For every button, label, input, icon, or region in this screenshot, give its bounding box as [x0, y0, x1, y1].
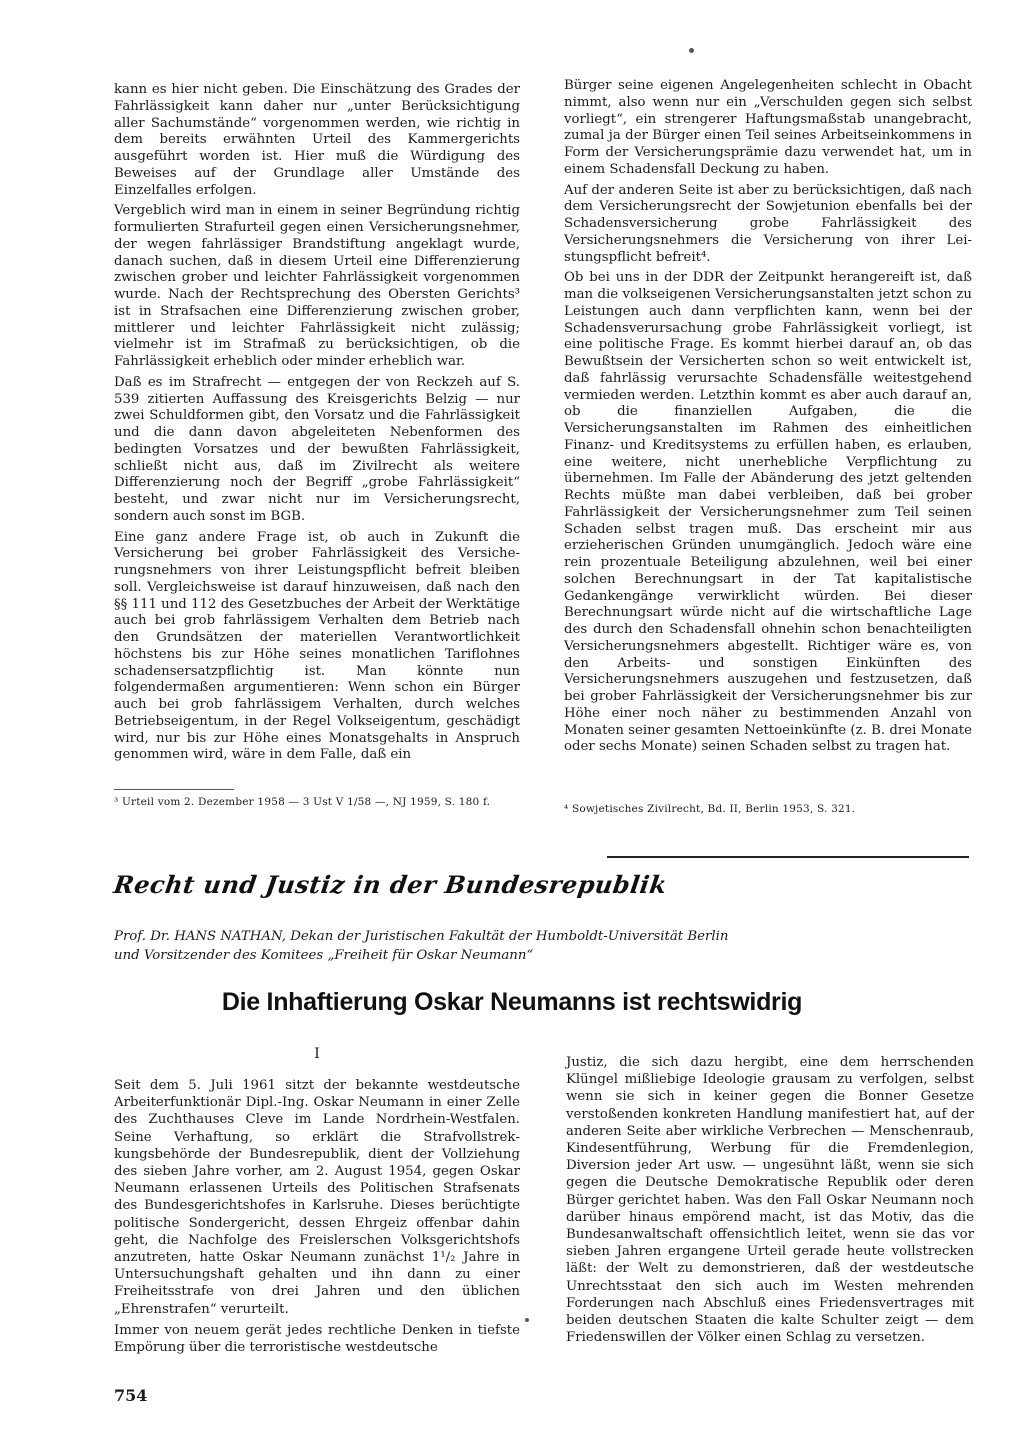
scan-speck — [689, 48, 694, 53]
paragraph: Immer von neuem gerät jedes rechtliche Denken in tiefste Empörung über die terroristische westdeutsche — [114, 1322, 520, 1356]
scan-speck — [525, 1318, 529, 1322]
paragraph: kann es hier nicht geben. Die Einschätzung des Grades der Fahrlässigkeit kann daher nur „unter Berücksichtigung aller Sachumstände“ vorgenommen werden, wie richtig in dem bereits erwähnten Urteil des Kammergerichts ausgeführt worden ist. Hier muß die Würdigung des Beweises auf der Grundlage aller Umstände des Einzelfalles erfolgen. — [114, 82, 520, 198]
top-right-column — [564, 78, 972, 760]
paragraph: Justiz, die sich dazu hergibt, eine dem herrschenden Klüngel mißliebige Ideologie grausam zu verfolgen, selbst wenn sie sich in keiner gegen die Bonner Gesetze verstoßenden konkreten Handlung manifestiert hat, auf der anderen Seite aber wirkliche Verbrechen — Menschenraub, Kindesentführung, Werbung für die Fremdenlegion, Diversion jeder Art usw. — ungesühnt läßt, wenn sie sich gegen die Deutsche Demokratische Republik oder deren Bürger gerichtet haben. Was den Fall Oskar Neumann noch darüber hinaus empörend macht, ist das Motiv, das die Bundesanwaltschaft offensichtlich leitet, wenn sie das vor sieben Jahren ergangene Urteil gerade heute vollstrecken läßt: der Welt zu demonstrieren, daß der westdeutsche Unrechtsstaat den sich auch im Westen mehrenden Forderungen nach Abschluß eines Friedensvertrages mit beiden deutschen Staaten die kalte Schulter zeigt — dem Friedenswillen der Völker einen Schlag zu versetzen. — [566, 1055, 974, 1346]
author-line-2: und Vorsitzender des Komitees „Freiheit für Oskar Neumann“ — [114, 948, 534, 963]
paragraph: Eine ganz andere Frage ist, ob auch in Zukunft die Versicherung bei grober Fahrlässigkeit des Versicherungsnehmers von ihrer Leistungspflicht befreit bleiben soll. Vergleichsweise ist darauf hinzuweisen, daß nach den §§ 111 und 112 des Gesetzbuches der Arbeit der Werktätige auch bei grob fahrlässigem Verhalten dem Betrieb nach den Grundsätzen der materiellen Verantwortlichkeit höchstens bis zur Höhe seines monatlichen Tariflohnes schadensersatzpflichtig ist. Man könnte nun folgendermaßen argumentieren: Wenn schon ein Bürger auch bei grob fahrlässigem Verhalten, durch welches Betriebseigentum, in der Regel Volkseigentum, geschädigt wird, nur bis zur Höhe eines Monatsgehalts in Anspruch genommen wird, wäre in dem Falle, daß ein — [114, 529, 520, 763]
paragraph: Seit dem 5. Juli 1961 sitzt der bekannte westdeutsche Arbeiterfunktionär Dipl.-Ing. Oskar Neumann in einer Zelle des Zuchthauses Cleve im Lande Nordrhein-Westfalen. Seine Verhaftung, so erklärt die Strafvollstrekkungsbehörde der Bundesrepublik, dient der Vollziehung des sieben Jahre vorher, am 2. August 1954, gegen Oskar Neumann erlassenen Urteils des Politischen Strafsenats des Bundesgerichtshofes in Karlsruhe. Dieses berüchtigte politische Sondergericht, dessen Ehrgeiz offenbar dahin geht, die Nachfolge des Freislerschen Volksgerichtshofs anzutreten, hatte Oskar Neumann zunächst 1¹/₂ Jahre in Untersuchungshaft gehalten und ihn dann zu einer Freiheitsstrafe von drei Jahren und den üblichen „Ehrenstrafen“ verurteilt. — [114, 1078, 520, 1317]
bottom-right-column — [566, 1054, 974, 1350]
footnote-text: ³ Urteil vom 2. Dezember 1958 — 3 Ust V 1/58 —, NJ 1959, S. 180 f. — [114, 796, 491, 808]
footnote-text: ⁴ Sowjetisches Zivilrecht, Bd. II, Berlin 1953, S. 321. — [564, 803, 856, 815]
section-divider — [607, 856, 969, 858]
footnote-separator — [114, 789, 234, 790]
author-line — [114, 927, 974, 965]
section-number: I — [314, 1046, 320, 1062]
author-line-1: Prof. Dr. HANS NATHAN, Dekan der Juristischen Fakultät der Humboldt-Universität Berlin — [114, 929, 729, 944]
bottom-left-column — [114, 1077, 520, 1360]
footnote-4 — [564, 802, 974, 816]
section-heading: Recht und Justiz in der Bundesrepublik — [111, 870, 669, 899]
top-left-column — [114, 82, 520, 768]
paragraph: Bürger seine eigenen Angelegenheiten schlecht in Obacht nimmt, also wenn nur ein „Verschulden gegen sich selbst vorliegt“, ein strengerer Haftungsmaßstab unangebracht, zumal ja der Bürger einen Teil seines Arbeitseinkommens in Form der Versicherungsprämie dazu verwendet hat, um in einem Schadensfall Deckung zu haben. — [564, 78, 972, 177]
paragraph: Vergeblich wird man in einem in seiner Begründung richtig formulierten Strafurteil gegen einen Versicherungsnehmer, der wegen fahrlässiger Brandstiftung angeklagt wurde, danach suchen, daß in diesem Urteil eine Differenzierung zwischen grober und leichter Fahrlässigkeit vorgenommen wurde. Nach der Rechtsprechung des Obersten Gerichts³ ist in Strafsachen eine Differenzierung zwischen grober, mittlerer und leichter Fahrlässigkeit nicht zulässig; vielmehr ist im Strafmaß zu berücksichtigen, ob die Fahrlässigkeit erheblich oder minder erheblich war. — [114, 203, 520, 369]
paragraph: Auf der anderen Seite ist aber zu berücksichtigen, daß nach dem Versicherungsrecht der Sowjetunion ebenfalls bei der Schadensversicherung grobe Fahrlässigkeit des Versicherungsnehmers die Versicherung von ihrer Leistungspflicht befreit⁴. — [564, 182, 972, 265]
paragraph: Ob bei uns in der DDR der Zeitpunkt herangereift ist, daß man die volkseigenen Versicherungsanstalten jetzt schon zu Leistungen auch dann verpflichten kann, wenn bei der Schadensverursachung grobe Fahrlässigkeit vorliegt, ist eine politische Frage. Es kommt hierbei darauf an, ob das Bewußtsein der Versicherten schon so weit entwickelt ist, daß fahrlässig verursachte Schadensfälle weitestgehend vermieden werden. Letzthin kommt es aber auch darauf an, ob die finanziellen Aufgaben, die die Versicherungsanstalten im Rahmen des einheitlichen Finanz- und Kreditsystems zu erfüllen haben, es erlauben, eine weitere, nicht unerhebliche Verpflichtung zu übernehmen. Im Falle der Abänderung des jetzt geltenden Rechts müßte man dabei verbleiben, daß bei grober Fahrlässigkeit der Versicherungsnehmer zum Teil seinen Schaden selbst tragen muß. Das erscheint mir aus erzieherischen Gründen unumgänglich. Jedoch wäre eine rein prozentuale Beteiligung abzulehnen, weil bei einer solchen Berechnungsart in der Tat kapitalistische Gedankengänge verwirklicht würden. Bei dieser Berechnungsart würde nicht auf die wirtschaftliche Lage des durch den Schadensfall ohnehin schon benachteiligten Versicherungsnehmers abgestellt. Richtiger wäre es, von den Arbeits- und sonstigen Einkünften des Versicherungsnehmers auszugehen und festzusetzen, daß bei grober Fahrlässigkeit der Versicherungsnehmer bis zur Höhe einer noch näher zu bestimmenden Anzahl von Monaten seiner gesamten Nettoeinkünfte (z. B. drei Monate oder sechs Monate) seinen Schaden selbst zu tragen hat. — [564, 270, 972, 755]
footnote-3 — [114, 795, 524, 809]
article-title: Die Inhaftierung Oskar Neumanns ist rechtswidrig — [221, 988, 803, 1016]
paragraph: Daß es im Strafrecht — entgegen der von Reckzeh auf S. 539 zitierten Auffassung des Kreisgerichts Belzig — nur zwei Schuldformen gibt, den Vorsatz und die Fahrlässigkeit und die dann davon abgeleiteten Nebenformen des bedingten Vorsatzes und der bewußten Fahrlässigkeit, schließt nicht aus, daß im Zivilrecht als weitere Differenzierung noch der Begriff „grobe Fahrlässigkeit“ besteht, und zwar nicht nur im Versicherungsrecht, sondern auch sonst im BGB. — [114, 374, 520, 524]
page-number: 754 — [114, 1386, 148, 1405]
